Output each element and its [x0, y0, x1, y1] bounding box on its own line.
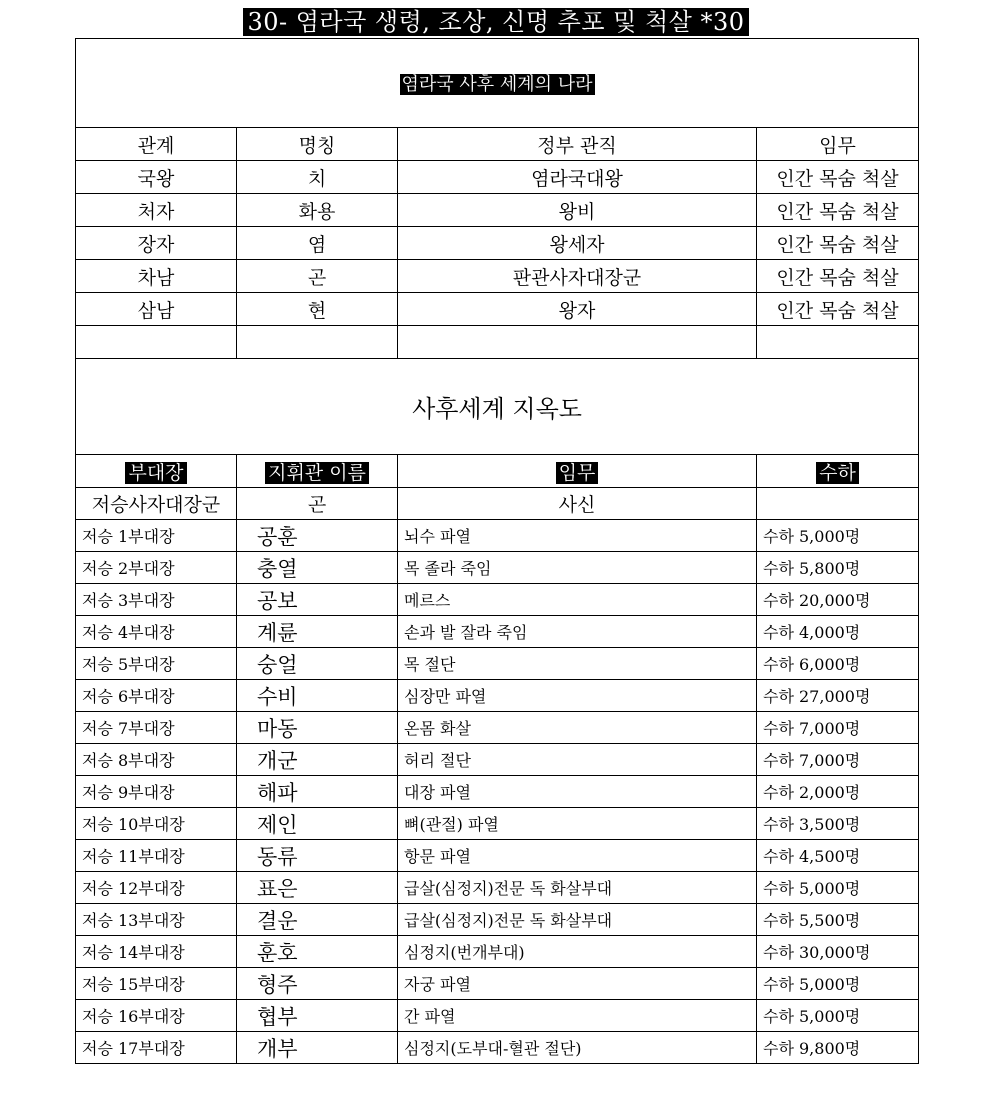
royal-relation: 차남: [76, 260, 237, 293]
header2-commander: [237, 455, 398, 488]
empty-row: [76, 326, 919, 359]
unit-count: 수하 6,000명: [757, 648, 919, 680]
royal-row: [76, 161, 919, 194]
royal-position: 왕자: [398, 293, 757, 326]
unit-commander: 제인: [237, 808, 398, 840]
unit-duty: 목 졸라 죽임: [398, 552, 757, 584]
royal-row: [76, 227, 919, 260]
unit-rank: 저승 1부대장: [76, 520, 237, 552]
section1-banner: [76, 39, 919, 128]
unit-rank: 저승 12부대장: [76, 872, 237, 904]
unit-commander: 형주: [237, 968, 398, 1000]
unit-commander: 수비: [237, 680, 398, 712]
section2-banner: 사후세계 지옥도: [76, 359, 919, 455]
general-rank: 저승사자대장군: [76, 488, 237, 520]
royal-row: [76, 293, 919, 326]
unit-count: 수하 5,000명: [757, 872, 919, 904]
page-title: 30- 염라국 생령, 조상, 신명 추포 및 척살 *30: [243, 8, 748, 36]
empty-cell: [398, 326, 757, 359]
unit-rank: 저승 15부대장: [76, 968, 237, 1000]
unit-count: 수하 5,800명: [757, 552, 919, 584]
royal-relation: 처자: [76, 194, 237, 227]
unit-rank: 저승 5부대장: [76, 648, 237, 680]
unit-commander: 마동: [237, 712, 398, 744]
unit-row: [76, 1032, 919, 1064]
unit-row: [76, 936, 919, 968]
unit-count: 수하 4,500명: [757, 840, 919, 872]
unit-duty: 심장만 파열: [398, 680, 757, 712]
unit-duty: 허리 절단: [398, 744, 757, 776]
header2-count: [757, 455, 919, 488]
unit-row: [76, 808, 919, 840]
header2-rank: [76, 455, 237, 488]
unit-count: 수하 4,000명: [757, 616, 919, 648]
unit-row: [76, 520, 919, 552]
unit-commander: 숭얼: [237, 648, 398, 680]
unit-count: 수하 9,800명: [757, 1032, 919, 1064]
general-row: [76, 488, 919, 520]
unit-commander: 표은: [237, 872, 398, 904]
royal-relation: 국왕: [76, 161, 237, 194]
section1-banner-text: 염라국 사후 세계의 나라: [401, 74, 593, 95]
royal-name: 염: [237, 227, 398, 260]
unit-count: 수하 5,000명: [757, 520, 919, 552]
unit-rank: 저승 9부대장: [76, 776, 237, 808]
unit-row: [76, 680, 919, 712]
unit-count: 수하 3,500명: [757, 808, 919, 840]
unit-rank: 저승 3부대장: [76, 584, 237, 616]
royal-duty: 인간 목숨 척살: [757, 227, 919, 260]
unit-commander: 공훈: [237, 520, 398, 552]
royal-name: 치: [237, 161, 398, 194]
header2-duty: [398, 455, 757, 488]
unit-row: [76, 584, 919, 616]
unit-rank: 저승 17부대장: [76, 1032, 237, 1064]
royal-name: 현: [237, 293, 398, 326]
general-duty: 사신: [398, 488, 757, 520]
unit-row: [76, 552, 919, 584]
royal-row: [76, 260, 919, 293]
royal-position: 판관사자대장군: [398, 260, 757, 293]
empty-cell: [76, 326, 237, 359]
unit-duty: 심정지(번개부대): [398, 936, 757, 968]
header2-count-label: 수하: [816, 462, 859, 484]
unit-row: [76, 776, 919, 808]
unit-row: [76, 872, 919, 904]
unit-rank: 저승 7부대장: [76, 712, 237, 744]
royal-duty: 인간 목숨 척살: [757, 293, 919, 326]
royal-position: 왕세자: [398, 227, 757, 260]
unit-duty: 메르스: [398, 584, 757, 616]
header-position: 정부 관직: [398, 128, 757, 161]
unit-rank: 저승 11부대장: [76, 840, 237, 872]
royal-position: 염라국대왕: [398, 161, 757, 194]
unit-row: [76, 840, 919, 872]
title-wrap: [0, 8, 992, 36]
unit-duty: 뇌수 파열: [398, 520, 757, 552]
unit-commander: 충열: [237, 552, 398, 584]
royal-duty: 인간 목숨 척살: [757, 194, 919, 227]
unit-count: 수하 5,000명: [757, 1000, 919, 1032]
royal-relation: 삼남: [76, 293, 237, 326]
unit-commander: 계륜: [237, 616, 398, 648]
unit-row: [76, 712, 919, 744]
royal-row: [76, 194, 919, 227]
unit-commander: 개군: [237, 744, 398, 776]
unit-duty: 급살(심정지)전문 독 화살부대: [398, 904, 757, 936]
unit-rank: 저승 13부대장: [76, 904, 237, 936]
unit-rank: 저승 6부대장: [76, 680, 237, 712]
royal-name: 곤: [237, 260, 398, 293]
unit-duty: 뼈(관절) 파열: [398, 808, 757, 840]
unit-count: 수하 27,000명: [757, 680, 919, 712]
unit-row: [76, 744, 919, 776]
unit-row: [76, 1000, 919, 1032]
section1-header-row: [76, 128, 919, 161]
unit-rank: 저승 8부대장: [76, 744, 237, 776]
unit-count: 수하 7,000명: [757, 712, 919, 744]
unit-duty: 온몸 화살: [398, 712, 757, 744]
unit-count: 수하 20,000명: [757, 584, 919, 616]
section2-banner-row: [76, 359, 919, 455]
unit-commander: 개부: [237, 1032, 398, 1064]
unit-rank: 저승 10부대장: [76, 808, 237, 840]
royal-position: 왕비: [398, 194, 757, 227]
section2-header-row: [76, 455, 919, 488]
royal-relation: 장자: [76, 227, 237, 260]
unit-rank: 저승 16부대장: [76, 1000, 237, 1032]
unit-commander: 결운: [237, 904, 398, 936]
empty-cell: [757, 326, 919, 359]
header-name: 명칭: [237, 128, 398, 161]
header2-commander-label: 지휘관 이름: [265, 462, 369, 484]
unit-duty: 자궁 파열: [398, 968, 757, 1000]
unit-duty: 급살(심정지)전문 독 화살부대: [398, 872, 757, 904]
royal-duty: 인간 목숨 척살: [757, 260, 919, 293]
unit-duty: 목 절단: [398, 648, 757, 680]
unit-row: [76, 904, 919, 936]
unit-commander: 공보: [237, 584, 398, 616]
unit-duty: 항문 파열: [398, 840, 757, 872]
unit-commander: 훈호: [237, 936, 398, 968]
header-relation: 관계: [76, 128, 237, 161]
unit-count: 수하 5,500명: [757, 904, 919, 936]
empty-cell: [237, 326, 398, 359]
unit-rank: 저승 4부대장: [76, 616, 237, 648]
unit-count: 수하 5,000명: [757, 968, 919, 1000]
unit-duty: 대장 파열: [398, 776, 757, 808]
unit-count: 수하 7,000명: [757, 744, 919, 776]
unit-duty: 심정지(도부대-혈관 절단): [398, 1032, 757, 1064]
unit-commander: 해파: [237, 776, 398, 808]
royal-name: 화용: [237, 194, 398, 227]
unit-row: [76, 616, 919, 648]
unit-commander: 동류: [237, 840, 398, 872]
unit-duty: 손과 발 잘라 죽임: [398, 616, 757, 648]
general-name: 곤: [237, 488, 398, 520]
unit-commander: 협부: [237, 1000, 398, 1032]
section1-banner-row: [76, 39, 919, 128]
header2-duty-label: 임무: [556, 462, 599, 484]
royal-duty: 인간 목숨 척살: [757, 161, 919, 194]
general-count: [757, 488, 919, 520]
header-duty: 임무: [757, 128, 919, 161]
unit-row: [76, 968, 919, 1000]
unit-rank: 저승 2부대장: [76, 552, 237, 584]
unit-duty: 간 파열: [398, 1000, 757, 1032]
unit-rank: 저승 14부대장: [76, 936, 237, 968]
header2-rank-label: 부대장: [125, 462, 186, 484]
unit-count: 수하 2,000명: [757, 776, 919, 808]
main-table: [75, 38, 919, 1064]
unit-count: 수하 30,000명: [757, 936, 919, 968]
unit-row: [76, 648, 919, 680]
